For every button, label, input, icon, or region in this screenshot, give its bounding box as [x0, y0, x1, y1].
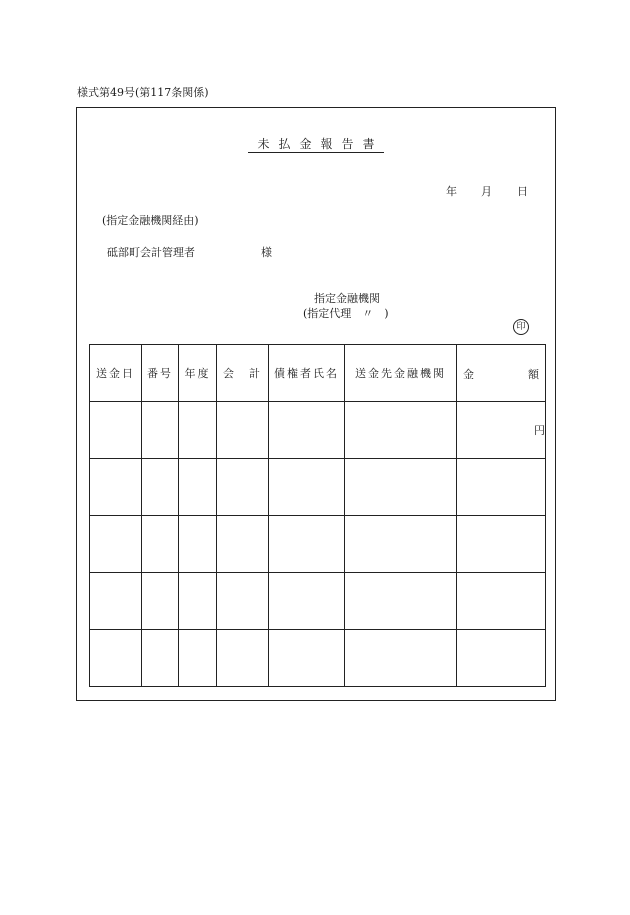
cell-number[interactable]	[142, 459, 179, 516]
cell-number[interactable]	[142, 573, 179, 630]
table-row	[90, 402, 546, 459]
cell-amount[interactable]	[457, 402, 546, 459]
date-month-label: 月	[481, 185, 492, 198]
header-account: 会 計	[217, 345, 269, 402]
cell-amount[interactable]	[457, 516, 546, 573]
cell-creditor-name[interactable]	[269, 516, 345, 573]
table-row	[90, 459, 546, 516]
seal-mark: 印	[513, 319, 529, 335]
honorific: 様	[261, 246, 272, 259]
cell-amount[interactable]	[457, 573, 546, 630]
cell-fiscal-year[interactable]	[179, 402, 217, 459]
date-day-label: 日	[517, 185, 528, 198]
header-destination-institution: 送金先金融機関	[345, 345, 457, 402]
cell-send-date[interactable]	[90, 459, 142, 516]
header-fiscal-year: 年度	[179, 345, 217, 402]
cell-amount[interactable]	[457, 630, 546, 687]
cell-creditor-name[interactable]	[269, 402, 345, 459]
cell-fiscal-year[interactable]	[179, 516, 217, 573]
cell-account[interactable]	[217, 630, 269, 687]
header-creditor-name: 債権者氏名	[269, 345, 345, 402]
cell-send-date[interactable]	[90, 402, 142, 459]
header-amount	[457, 345, 546, 402]
table-row	[90, 630, 546, 687]
date-year-label: 年	[446, 185, 457, 198]
cell-creditor-name[interactable]	[269, 573, 345, 630]
cell-destination-institution[interactable]	[345, 516, 457, 573]
cell-number[interactable]	[142, 630, 179, 687]
designated-institution-label: 指定金融機関	[314, 292, 380, 305]
cell-fiscal-year[interactable]	[179, 573, 217, 630]
addressee: 砥部町会計管理者	[107, 246, 195, 259]
via-institution-note: (指定金融機関経由)	[102, 214, 199, 227]
cell-number[interactable]	[142, 516, 179, 573]
cell-fiscal-year[interactable]	[179, 630, 217, 687]
table-row	[90, 516, 546, 573]
cell-destination-institution[interactable]	[345, 630, 457, 687]
cell-account[interactable]	[217, 459, 269, 516]
header-amount-left: 金	[463, 368, 476, 381]
cell-creditor-name[interactable]	[269, 459, 345, 516]
cell-destination-institution[interactable]	[345, 573, 457, 630]
form-number: 様式第49号(第117条関係)	[77, 86, 209, 99]
designated-agent-label: (指定代理 〃 )	[303, 307, 389, 320]
table-row	[90, 573, 546, 630]
header-amount-right: 額	[528, 368, 541, 381]
cell-creditor-name[interactable]	[269, 630, 345, 687]
cell-number[interactable]	[142, 402, 179, 459]
title-text: 未払金報告書	[248, 137, 383, 153]
report-table	[89, 344, 546, 687]
currency-unit: 円	[534, 424, 545, 437]
cell-account[interactable]	[217, 573, 269, 630]
document-title	[77, 135, 555, 152]
report-form	[76, 107, 556, 701]
cell-account[interactable]	[217, 402, 269, 459]
cell-send-date[interactable]	[90, 630, 142, 687]
cell-amount[interactable]	[457, 459, 546, 516]
cell-destination-institution[interactable]	[345, 459, 457, 516]
header-number: 番号	[142, 345, 179, 402]
table-header-row	[90, 345, 546, 402]
cell-account[interactable]	[217, 516, 269, 573]
cell-destination-institution[interactable]	[345, 402, 457, 459]
cell-send-date[interactable]	[90, 516, 142, 573]
cell-fiscal-year[interactable]	[179, 459, 217, 516]
cell-send-date[interactable]	[90, 573, 142, 630]
header-send-date: 送金日	[90, 345, 142, 402]
